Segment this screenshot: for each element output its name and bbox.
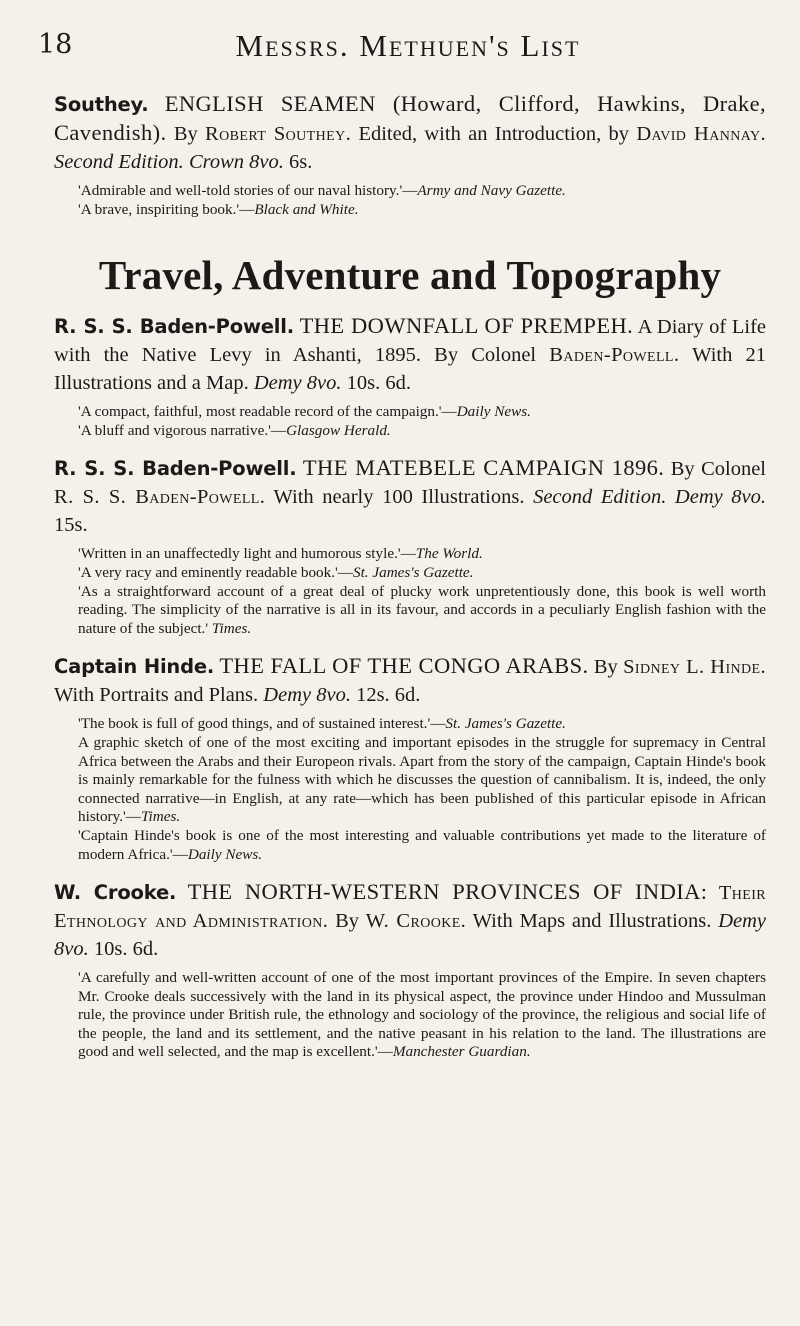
entry-title: THE DOWNFALL OF PREMPEH. xyxy=(299,313,634,339)
entry-heading xyxy=(54,90,766,176)
review-source: Daily News. xyxy=(187,845,263,863)
entry-format: Demy 8vo. xyxy=(674,486,767,509)
entry-by: By xyxy=(335,910,359,933)
entry-description: Edited, with an Introduction, by xyxy=(358,123,630,145)
entry-description: By Colonel xyxy=(670,458,767,481)
review-quote: 'Admirable and well-told stories of our naval history.'—Army and Navy Gazette. xyxy=(78,182,566,199)
review-source: Army and Navy Gazette. xyxy=(417,182,566,199)
book-entry-fall-of-congo-arabs xyxy=(54,652,766,864)
entry-by: By xyxy=(593,656,618,679)
entry-title: THE NORTH-WESTERN PROVINCES OF INDIA: xyxy=(187,879,708,905)
entry-price: 15s. xyxy=(54,514,88,537)
entry-format: Crown 8vo. xyxy=(188,151,284,173)
review-quote: 'Captain Hinde's book is one of the most interesting and valuable contributions yet made to the literature of modern Africa.'—Daily News. xyxy=(78,826,766,863)
entry-author-full: Robert Southey. xyxy=(205,123,352,145)
review-quote: A graphic sketch of one of the most exciting and important episodes in the struggle for supremacy in Central Africa between the Arabs and their Europeon rivals. Apart from the story of the campaign, Captain Hinde's book is mainly remarkable for the fulness with which he discusses the question of cannibalism. It is, indeed, the only connected narrative—in English, at any rate—which has been published of this particular episode in African history.'—Times. xyxy=(78,733,766,826)
book-entry-matebele-campaign xyxy=(54,454,766,638)
entry-author-full: R. S. S. Baden-Powell. xyxy=(54,486,266,509)
entry-author-full: Baden-Powell. xyxy=(549,344,680,367)
entry-reviews xyxy=(54,969,766,1062)
review-quote: 'A very racy and eminently readable book.'—St. James's Gazette. xyxy=(78,563,474,581)
entry-by: By xyxy=(173,123,198,145)
review-source: Times. xyxy=(140,808,181,826)
entry-heading xyxy=(54,454,766,539)
entry-format: Demy 8vo. xyxy=(263,684,351,707)
entry-price: 10s. 6d. xyxy=(93,938,159,961)
entry-author-full: Sidney L. Hinde. xyxy=(623,656,767,679)
entry-price: 6s. xyxy=(288,151,313,173)
book-entry-english-seamen xyxy=(54,90,766,219)
entry-description-2: With Portraits and Plans. xyxy=(54,684,259,707)
entry-author: R. S. S. Baden-Powell. xyxy=(54,457,297,481)
review-quote: 'A brave, inspiriting book.'—Black and White. xyxy=(78,200,359,218)
review-source: St. James's Gazette. xyxy=(352,563,474,581)
review-source: Times. xyxy=(211,619,252,637)
entry-reviews xyxy=(54,715,766,864)
entry-format: Demy 8vo. xyxy=(54,910,766,961)
entry-reviews xyxy=(54,182,766,219)
review-source: Black and White. xyxy=(254,200,359,218)
review-quote: 'A carefully and well-written account of one of the most important provinces of the Empire. In seven chapters Mr. Crooke deals successively with the land in its physical aspect, the province under Hindoo and Mussulman rule, the province under British rule, the ethnology and sociology of the province, the religious and social life of the people, the land and its settlement, and the native peasant in his relation to the land. The illustrations are good and well selected, and the map is excellent.'—Manchester Guardian. xyxy=(78,969,766,1061)
entry-author: R. S. S. Baden-Powell. xyxy=(54,315,294,339)
entry-reviews xyxy=(54,545,766,638)
entry-author: Southey. xyxy=(54,93,149,116)
entry-author-full: W. Crooke. xyxy=(365,910,467,933)
entry-price: 10s. 6d. xyxy=(346,372,411,395)
book-entry-north-western-provinces xyxy=(54,878,766,1062)
page-header xyxy=(38,28,778,72)
review-source: St. James's Gazette. xyxy=(445,715,566,733)
entry-reviews xyxy=(54,403,766,440)
entry-title: THE MATEBELE CAMPAIGN 1896. xyxy=(302,455,665,481)
review-quote: 'As a straightforward account of a great deal of plucky work unpretentiously done, this book is well worth reading. The simplicity of the narrative is all in its favour, and accords in a peculiarly English fashion with the nature of the subject.' Times. xyxy=(78,582,766,637)
entry-edition: Second Edition. xyxy=(54,151,184,173)
running-title: Messrs. Methuen's List xyxy=(235,28,581,63)
entry-price: 12s. 6d. xyxy=(356,684,421,707)
entry-description-2: With 21 Illustrations and a Map. xyxy=(54,344,766,395)
entry-edition: Second Edition. xyxy=(533,486,667,509)
review-source: The World. xyxy=(415,545,483,563)
entry-subtitle: Their Ethnology and Administration. xyxy=(54,882,767,933)
entry-format: Demy 8vo. xyxy=(253,372,342,395)
entry-author: Captain Hinde. xyxy=(54,655,215,679)
entry-description: A Diary of Life with the Native Levy in Ashanti, 1895. By Colonel xyxy=(54,316,767,367)
entry-heading xyxy=(54,312,766,397)
review-quote: 'A compact, faithful, most readable record of the campaign.'—Daily News. xyxy=(78,403,531,421)
review-quote: 'A bluff and vigorous narrative.'—Glasgow Herald. xyxy=(78,421,391,439)
section-heading: Travel, Adventure and Topography xyxy=(98,252,722,299)
review-source: Manchester Guardian. xyxy=(392,1043,531,1061)
entry-heading xyxy=(54,652,766,709)
review-quote: 'Written in an unaffectedly light and humorous style.'—The World. xyxy=(78,545,483,563)
page-body xyxy=(54,90,766,1062)
review-quote: 'The book is full of good things, and of sustained interest.'—St. James's Gazette. xyxy=(78,715,566,733)
review-source: Daily News. xyxy=(456,403,531,421)
entry-editor: David Hannay. xyxy=(636,123,766,145)
book-entry-downfall-of-prempeh xyxy=(54,312,766,440)
entry-description-2: With Maps and Illustrations. xyxy=(472,910,712,933)
entry-title: THE FALL OF THE CONGO ARABS. xyxy=(219,653,589,679)
entry-heading xyxy=(54,878,766,963)
page-number: 18 xyxy=(38,29,73,60)
entry-title: ENGLISH SEAMEN (Howard, Clifford, Hawkins, Drake, Cavendish). xyxy=(54,91,767,145)
review-source: Glasgow Herald. xyxy=(286,421,391,439)
entry-author: W. Crooke. xyxy=(54,881,177,905)
entry-description-2: With nearly 100 Illustrations. xyxy=(273,486,525,509)
